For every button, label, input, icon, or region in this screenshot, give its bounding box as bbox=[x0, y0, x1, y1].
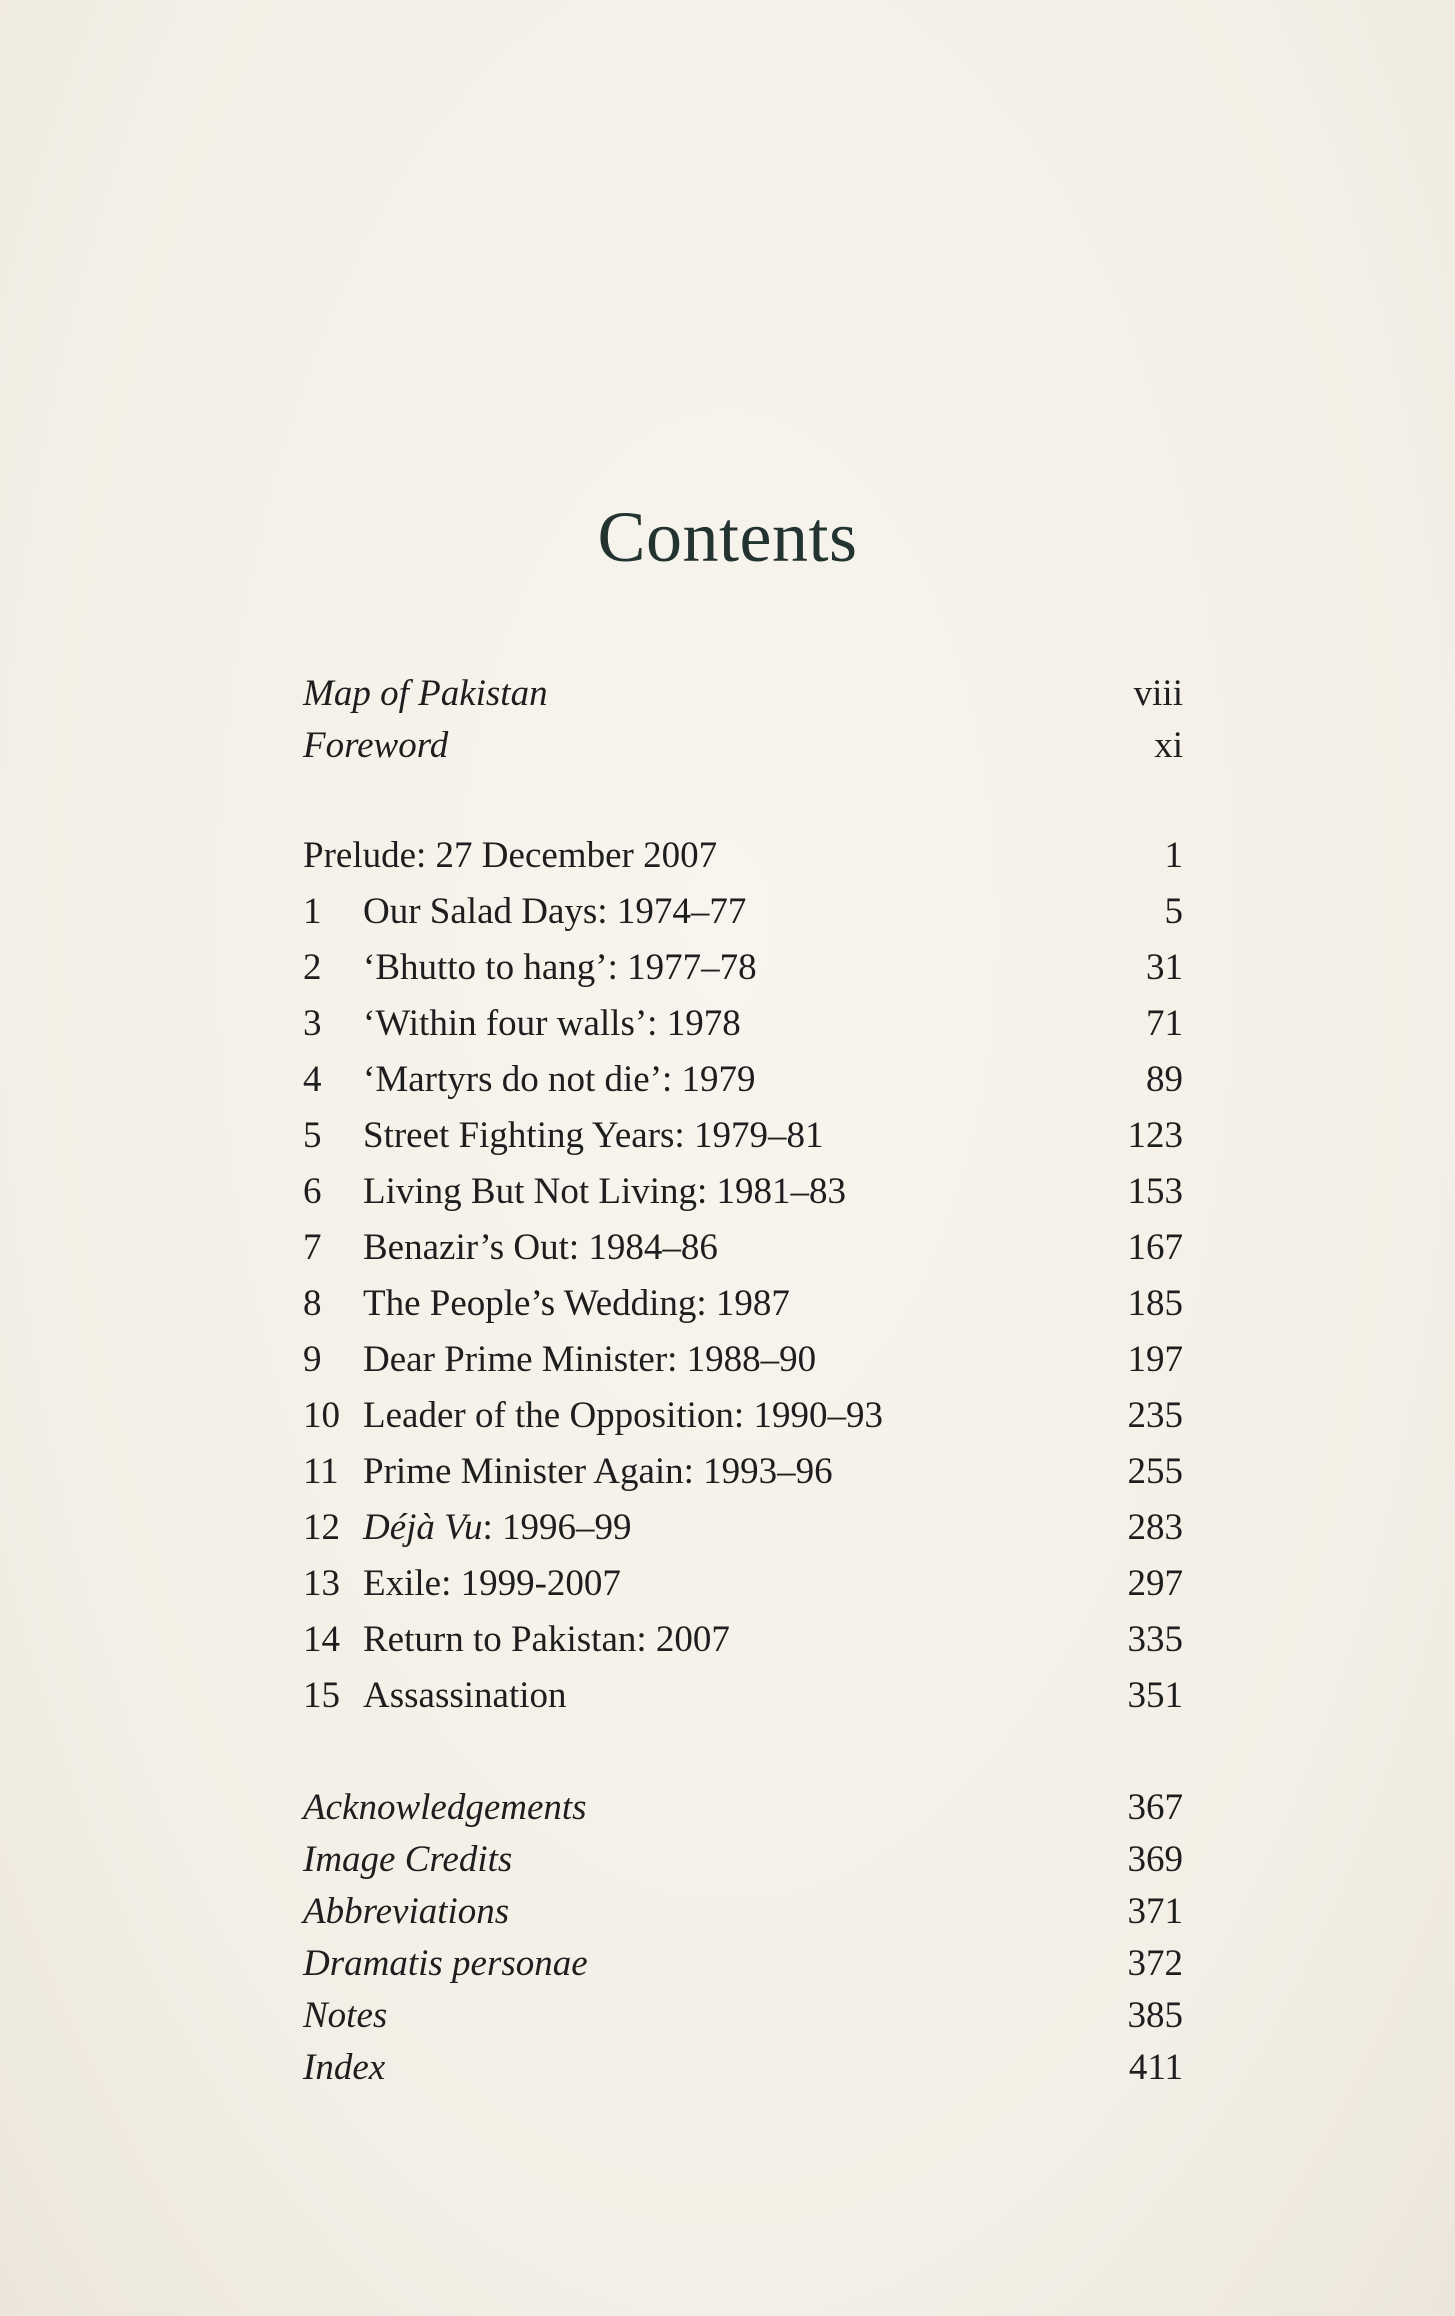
toc-entry-label: ‘Martyrs do not die’: 1979 bbox=[363, 1059, 756, 1100]
toc-entry-label: Benazir’s Out: 1984–86 bbox=[363, 1227, 718, 1268]
toc-entry-page: 1 bbox=[1164, 835, 1183, 876]
toc-entry-foreword[interactable] bbox=[303, 720, 1183, 772]
toc-entry-prelude[interactable] bbox=[303, 828, 1183, 884]
toc-entry-chapter-3[interactable] bbox=[303, 996, 1183, 1052]
toc-entry-label: Image Credits bbox=[303, 1839, 513, 1880]
toc-entry-label: Street Fighting Years: 1979–81 bbox=[363, 1115, 824, 1156]
toc-entry-label bbox=[363, 1500, 632, 1556]
chapter-number: 11 bbox=[303, 1451, 339, 1492]
chapter-number: 7 bbox=[303, 1227, 322, 1268]
toc-entry-page: 371 bbox=[1127, 1891, 1183, 1932]
toc-entry-page: 255 bbox=[1127, 1451, 1183, 1492]
toc-entry-label: Dramatis personae bbox=[303, 1943, 588, 1984]
toc-entry-label: Map of Pakistan bbox=[303, 673, 548, 714]
toc-entry-label-rest: : 1996–99 bbox=[482, 1507, 632, 1548]
toc-entry-notes[interactable] bbox=[303, 1990, 1183, 2042]
toc-entry-chapter-8[interactable] bbox=[303, 1276, 1183, 1332]
toc-entry-label: Exile: 1999-2007 bbox=[363, 1563, 621, 1604]
toc-entry-image-credits[interactable] bbox=[303, 1834, 1183, 1886]
toc-entry-chapter-11[interactable] bbox=[303, 1444, 1183, 1500]
chapter-number: 9 bbox=[303, 1339, 322, 1380]
page-title: Contents bbox=[597, 497, 858, 577]
toc-entry-page: 185 bbox=[1127, 1283, 1183, 1324]
toc-entry-page: viii bbox=[1133, 673, 1183, 714]
toc-entry-label: Prelude: 27 December 2007 bbox=[303, 835, 718, 876]
toc-entry-label: Dear Prime Minister: 1988–90 bbox=[363, 1339, 817, 1380]
toc-entry-label: Abbreviations bbox=[303, 1891, 510, 1932]
toc-entry-page: 89 bbox=[1146, 1059, 1183, 1100]
toc-entry-page: 369 bbox=[1127, 1839, 1183, 1880]
toc-entry-page: 385 bbox=[1127, 1995, 1183, 2036]
back-matter-list bbox=[303, 1782, 1183, 2094]
toc-entry-page: 197 bbox=[1127, 1339, 1183, 1380]
toc-entry-page: 335 bbox=[1127, 1619, 1183, 1660]
chapter-number: 6 bbox=[303, 1171, 322, 1212]
toc-entry-chapter-14[interactable] bbox=[303, 1612, 1183, 1668]
toc-entry-chapter-9[interactable] bbox=[303, 1332, 1183, 1388]
toc-entry-label: Return to Pakistan: 2007 bbox=[363, 1619, 730, 1660]
toc-entry-label: Acknowledgements bbox=[303, 1787, 587, 1828]
toc-entry-index[interactable] bbox=[303, 2042, 1183, 2094]
toc-entry-label: ‘Bhutto to hang’: 1977–78 bbox=[363, 947, 757, 988]
front-matter-list bbox=[303, 668, 1183, 772]
toc-entry-dramatis-personae[interactable] bbox=[303, 1938, 1183, 1990]
toc-entry-chapter-10[interactable] bbox=[303, 1388, 1183, 1444]
toc-entry-page: 153 bbox=[1127, 1171, 1183, 1212]
toc-entry-map[interactable] bbox=[303, 668, 1183, 720]
toc-entry-page: xi bbox=[1154, 725, 1183, 766]
toc-entry-chapter-6[interactable] bbox=[303, 1164, 1183, 1220]
toc-entry-chapter-12[interactable] bbox=[303, 1500, 1183, 1556]
chapter-number: 2 bbox=[303, 947, 322, 988]
toc-entry-page: 372 bbox=[1127, 1943, 1183, 1984]
toc-entry-chapter-15[interactable] bbox=[303, 1668, 1183, 1724]
toc-entry-label: Assassination bbox=[363, 1675, 567, 1716]
toc-entry-label: Index bbox=[303, 2047, 386, 2088]
toc-entry-page: 283 bbox=[1127, 1507, 1183, 1548]
toc-entry-chapter-1[interactable] bbox=[303, 884, 1183, 940]
chapter-number: 12 bbox=[303, 1507, 340, 1548]
toc-entry-page: 167 bbox=[1127, 1227, 1183, 1268]
toc-entry-chapter-13[interactable] bbox=[303, 1556, 1183, 1612]
chapter-number: 14 bbox=[303, 1619, 340, 1660]
toc-entry-chapter-7[interactable] bbox=[303, 1220, 1183, 1276]
chapter-number: 13 bbox=[303, 1563, 340, 1604]
chapter-number: 1 bbox=[303, 891, 322, 932]
toc-entry-page: 351 bbox=[1127, 1675, 1183, 1716]
toc-entry-acknowledgements[interactable] bbox=[303, 1782, 1183, 1834]
toc-entry-page: 411 bbox=[1128, 2047, 1183, 2088]
toc-entry-label: Prime Minister Again: 1993–96 bbox=[363, 1451, 833, 1492]
toc-entry-label: Living But Not Living: 1981–83 bbox=[363, 1171, 847, 1212]
toc-entry-chapter-4[interactable] bbox=[303, 1052, 1183, 1108]
chapter-number: 4 bbox=[303, 1059, 322, 1100]
toc-entry-label: Foreword bbox=[303, 725, 449, 766]
toc-entry-abbreviations[interactable] bbox=[303, 1886, 1183, 1938]
toc-entry-label: ‘Within four walls’: 1978 bbox=[363, 1003, 741, 1044]
toc-entry-label: Leader of the Opposition: 1990–93 bbox=[363, 1395, 883, 1436]
chapter-number: 5 bbox=[303, 1115, 322, 1156]
chapter-number: 10 bbox=[303, 1395, 340, 1436]
chapter-list bbox=[303, 828, 1183, 1724]
toc-entry-page: 123 bbox=[1127, 1115, 1183, 1156]
chapter-number: 8 bbox=[303, 1283, 322, 1324]
chapter-number: 3 bbox=[303, 1003, 322, 1044]
toc-entry-page: 235 bbox=[1127, 1395, 1183, 1436]
toc-entry-label-italic: Déjà Vu bbox=[363, 1507, 483, 1548]
toc-entry-chapter-2[interactable] bbox=[303, 940, 1183, 996]
toc-entry-page: 367 bbox=[1127, 1787, 1183, 1828]
toc-entry-page: 71 bbox=[1146, 1003, 1183, 1044]
chapter-number: 15 bbox=[303, 1675, 340, 1716]
toc-entry-label: The People’s Wedding: 1987 bbox=[363, 1283, 790, 1324]
toc-entry-page: 297 bbox=[1127, 1563, 1183, 1604]
toc-entry-label: Notes bbox=[303, 1995, 388, 2036]
toc-entry-label: Our Salad Days: 1974–77 bbox=[363, 891, 747, 932]
toc-entry-page: 5 bbox=[1164, 891, 1183, 932]
toc-entry-chapter-5[interactable] bbox=[303, 1108, 1183, 1164]
toc-entry-page: 31 bbox=[1146, 947, 1183, 988]
